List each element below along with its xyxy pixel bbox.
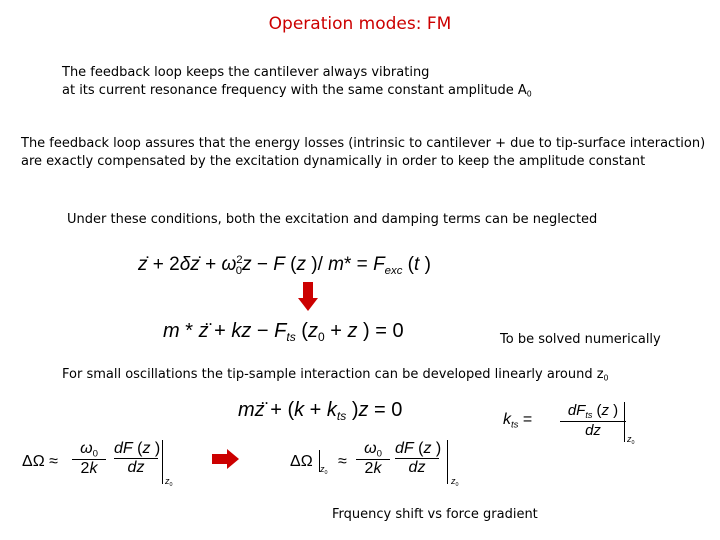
evaluation-point: $z_0$ <box>320 464 328 476</box>
equation-freq-shift-lhs: ΔΩ ≈ <box>22 453 58 470</box>
paragraph-small-oscillations <box>62 366 609 388</box>
equation-kts-lhs: $k_{ts}$ = <box>503 411 533 431</box>
solve-note: To be solved numerically <box>500 332 661 347</box>
equation-omega-fraction: $\omega_0$ 2k <box>356 440 390 478</box>
paragraph-line <box>62 82 532 104</box>
caption: Frquency shift vs force gradient <box>332 507 538 522</box>
approx-sign: ≈ <box>338 453 347 470</box>
subscript: 0 <box>526 89 532 99</box>
paragraph-feedback-vibrating <box>62 64 532 104</box>
equation-reduced: m * z̈ + kz − $F_{ts}$ ($z_0 + z$ ) = 0 <box>163 320 404 345</box>
equation-kts-fraction: $dF_{ts}$ (z ) dz <box>560 402 626 439</box>
equation-omega-fraction: $\omega_0$ 2k <box>72 440 106 478</box>
evaluation-point: $z_0$ <box>451 476 459 488</box>
equation-freq-shift-z0-lhs: ΔΩ <box>290 453 313 470</box>
paragraph-text: at its current resonance frequency with the same constant amplitude A <box>62 83 527 98</box>
paragraph-conditions: Under these conditions, both the excitation and damping terms can be neglected <box>67 212 598 227</box>
equation-motion: ż + 2δż + $\omega^2_0z - F$ (z )/ $m* = F_{exc}$ (t ) <box>138 254 431 277</box>
paragraph-line: The feedback loop keeps the cantilever always vibrating <box>62 65 430 80</box>
paragraph-line: are exactly compensated by the excitation dynamically in order to keep the amplitude constant <box>21 154 646 169</box>
equation-dfdz-fraction: dF (z ) dz <box>395 440 442 476</box>
down-arrow-icon <box>296 282 320 312</box>
equation-linearized: mz̈ + ($k + k_{ts}$ )z = 0 <box>238 399 403 424</box>
evaluation-bar <box>161 440 163 484</box>
paragraph-line: The feedback loop assures that the energy losses (intrinsic to cantilever + due to tip-surface interaction) <box>21 136 706 151</box>
right-arrow-icon <box>212 449 240 469</box>
evaluation-point: $z_0$ <box>627 434 635 446</box>
paragraph-text: For small oscillations the tip-sample interaction can be developed linearly around z <box>62 367 604 382</box>
evaluation-bar <box>446 440 448 484</box>
equation-dfdz-fraction: dF (z ) dz <box>114 440 161 476</box>
slide-title: Operation modes: FM <box>268 14 452 34</box>
evaluation-bar <box>623 402 625 442</box>
paragraph-energy-losses <box>21 135 705 171</box>
evaluation-point: $z_0$ <box>165 476 173 488</box>
subscript: 0 <box>603 373 609 383</box>
